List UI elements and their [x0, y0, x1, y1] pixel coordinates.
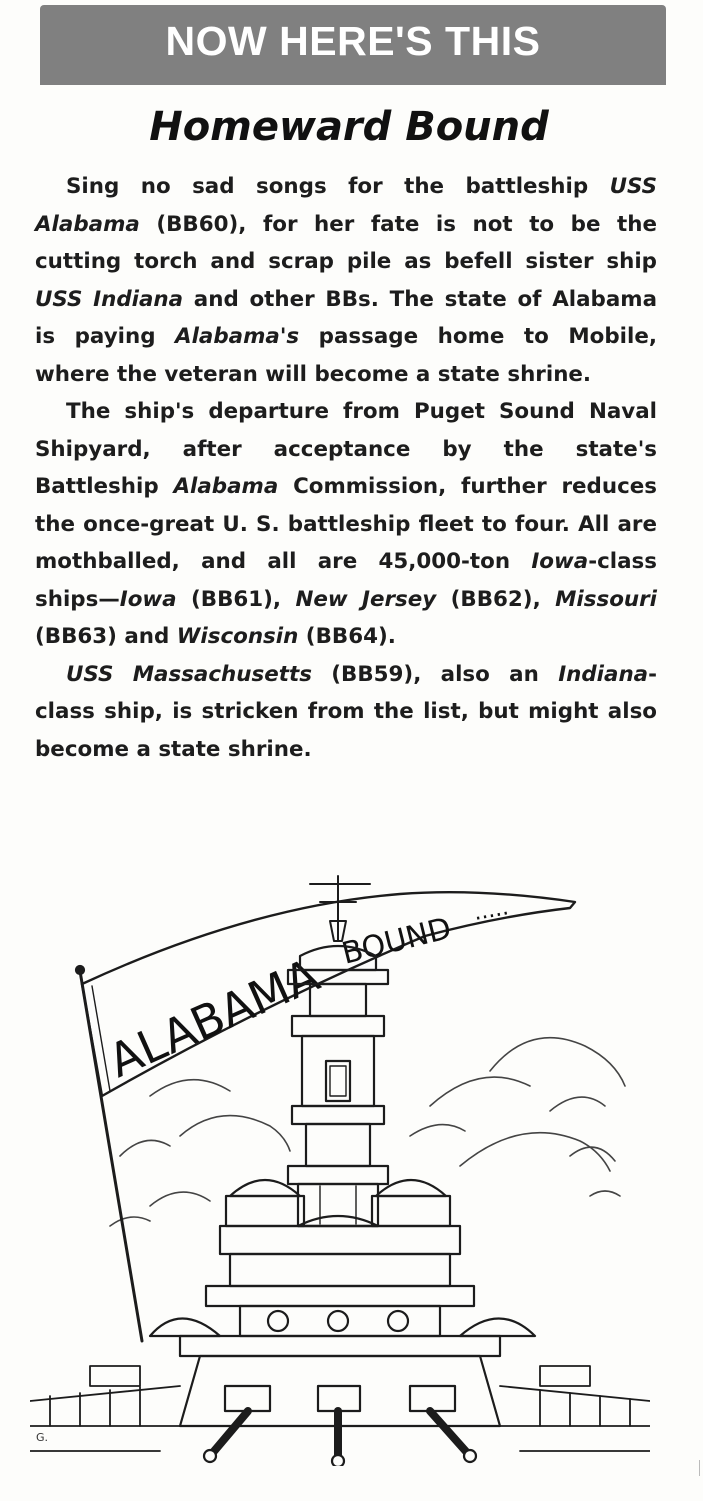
ship-name: Iowa — [119, 586, 177, 612]
pennant-dots: ..... — [471, 895, 511, 926]
text-run: Commission, further reduces the once-great U. S. battleship fleet to four. All are mothballed, and all are 45,000-ton — [35, 474, 657, 574]
ship-name: Alabama's — [175, 324, 300, 349]
main-deckhouse — [180, 1226, 500, 1356]
article-body — [35, 168, 657, 768]
artist-signature: G. — [36, 1431, 49, 1444]
text-run: Sing no sad songs for the battleship — [66, 174, 610, 199]
battleship-illustration — [30, 866, 650, 1466]
cloud-strokes — [110, 1038, 625, 1226]
ship-name: USS Indiana — [35, 286, 184, 312]
paragraph-2 — [35, 393, 657, 656]
page-edge-mark — [699, 1460, 700, 1476]
ship-class-name: Iowa — [531, 549, 589, 574]
banner-title: NOW HERE'S THIS — [165, 17, 541, 64]
text-run: -class ship, is stricken from the list, but might also become a state shrine. — [35, 661, 658, 762]
ship-name: Alabama — [173, 474, 279, 499]
ship-name: Missouri — [555, 586, 658, 612]
ship-name: Wisconsin — [176, 624, 299, 649]
text-run: (BB59), also an — [311, 661, 559, 687]
text-run: (BB60), for her fate is not to be the cutting torch and scrap pile as befell sister ship — [35, 211, 657, 274]
text-run: (BB62), — [436, 586, 556, 612]
text-run: (BB64). — [298, 624, 396, 649]
pennant-text-bound: BOUND — [338, 910, 455, 972]
text-run: passage home to Mobile, where the veteran will become a state shrine. — [35, 324, 657, 387]
article-headline: Homeward Bound — [149, 104, 549, 150]
section-banner — [40, 5, 666, 85]
paragraph-3 — [35, 656, 657, 769]
text-run: The ship's departure from Puget Sound Naval Shipyard, after acceptance by the state's Battleship — [35, 399, 657, 499]
ship-name: USS Alabama — [35, 174, 657, 237]
battleship-drawing — [30, 866, 650, 1466]
text-run: (BB63) and — [35, 624, 177, 649]
ship-class-name: Indiana — [558, 661, 649, 687]
text-run: and other BBs. The state of Alabama is paying — [35, 286, 657, 349]
main-turret — [180, 1356, 500, 1466]
ship-name: New Jersey — [295, 586, 437, 612]
pennant-text-alabama: ALABAMA — [100, 947, 327, 1089]
ship-name: USS Massachusetts — [66, 661, 312, 687]
text-run: (BB61), — [176, 586, 296, 612]
text-run: -class ships— — [35, 549, 657, 612]
paragraph-1 — [35, 168, 657, 393]
